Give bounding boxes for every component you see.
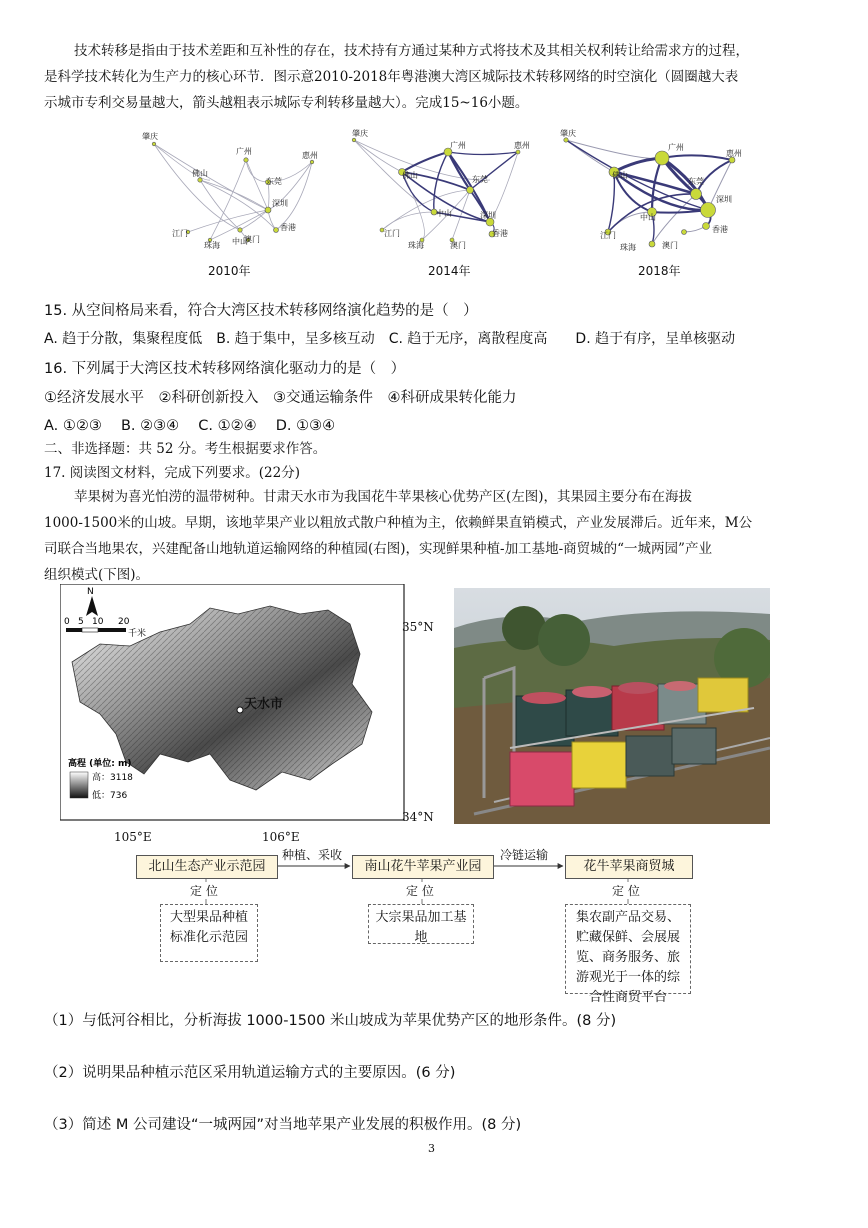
subq-2: （2）说明果品种植示范区采用轨道运输方式的主要原因。(6 分) (44, 1065, 456, 1081)
flow-box-nanshan: 南山花牛苹果产业园 (352, 855, 494, 879)
label-jiangmen-2014: 江门 (384, 229, 400, 238)
north-label: N (87, 587, 94, 597)
label-foshan-2014: 佛山 (402, 171, 418, 180)
label-zhongshan-2014: 中山 (436, 209, 452, 218)
lon-106: 106°E (262, 830, 300, 844)
tianshui-elevation-map (60, 584, 420, 834)
q17-para-4: 组织模式(下图)。 (44, 567, 150, 583)
flow-desc-trade-city: 集农副产品交易、贮藏保鲜、会展展览、商务服务、旅游观光于一体的综合性商贸平台 (565, 904, 691, 994)
label-zhuhai-2018: 珠海 (620, 243, 636, 252)
label-shenzhen-2018: 深圳 (716, 195, 732, 204)
scale-tick-0: 0 (64, 617, 70, 627)
scale-bar (66, 628, 126, 632)
flow-desc-nanshan: 大宗果品加工基地 (368, 904, 474, 944)
scale-unit: 千米 (128, 629, 147, 639)
section-2-heading: 二、非选择题：共 52 分。考生根据要求作答。 (44, 441, 327, 457)
label-shenzhen-2014: 深圳 (480, 211, 496, 220)
year-2014: 2014年 (428, 264, 471, 278)
label-huizhou-2018: 惠州 (726, 149, 742, 158)
flow-desc-beishan: 大型果品种植标准化示范园 (160, 904, 258, 962)
label-guangzhou: 广州 (236, 147, 252, 156)
label-aomen-2014: 澳门 (450, 241, 466, 250)
flow-arrow-1-label: 种植、采收 (282, 848, 343, 862)
label-guangzhou-2018: 广州 (668, 143, 684, 152)
label-jiangmen-2018: 江门 (600, 231, 616, 240)
page-number: 3 (428, 1142, 435, 1155)
scale-tick-20: 20 (118, 617, 130, 627)
position-label-2: 定 位 (406, 884, 434, 898)
network-2014 (352, 128, 530, 278)
legend-low: 低：736 (92, 791, 128, 801)
label-zhuhai-2014: 珠海 (408, 241, 424, 250)
intro-line-1: 技术转移是指由于技术差距和互补性的存在，技术持有方通过某种方式将技术及其相关权利转让给需求方的过程， (74, 43, 749, 59)
label-zhaoqing-2014: 肇庆 (352, 129, 368, 138)
scale-tick-5: 5 (78, 617, 84, 627)
q15-stem: 15. 从空间格局来看，符合大湾区技术转移网络演化趋势的是（ ） (44, 303, 478, 319)
network-2010 (142, 131, 318, 278)
position-label-3: 定 位 (612, 884, 640, 898)
intro-line-2: 是科学技术转化为生产力的核心环节．图示意2010-2018年粤港澳大湾区城际技术转移网络的时空演化（圆圈越大表 (44, 69, 739, 85)
label-guangzhou-2014: 广州 (450, 141, 466, 150)
q17-para-1: 苹果树为喜光怕涝的温带树种。甘肃天水市为我国花牛苹果核心优势产区(左图)，其果园主要分布在海拔 (74, 489, 693, 505)
year-2018: 2018年 (638, 264, 681, 278)
flow-box-beishan: 北山生态产业示范园 (136, 855, 278, 879)
legend-gradient (70, 772, 88, 798)
lon-105: 105°E (114, 830, 152, 844)
q17-title: 17. 阅读图文材料，完成下列要求。(22分) (44, 465, 300, 481)
label-huizhou: 惠州 (302, 151, 318, 160)
legend-high: 高：3118 (92, 773, 133, 783)
label-huizhou-2014: 惠州 (514, 141, 530, 150)
label-xianggang-2014: 香港 (492, 229, 508, 238)
intro-line-3: 示城市专利交易量越大，箭头越粗表示城际专利转移量越大）。完成15~16小题。 (44, 95, 529, 111)
q16-stem: 16. 下列属于大湾区技术转移网络演化驱动力的是（ ） (44, 361, 406, 377)
label-aomen: 澳门 (244, 235, 260, 244)
position-label-1: 定 位 (190, 884, 218, 898)
lat-34: 34°N (402, 810, 434, 824)
label-zhaoqing-2018: 肇庆 (560, 129, 576, 138)
flow-arrow-2-label: 冷链运输 (500, 848, 549, 862)
label-xianggang: 香港 (280, 223, 296, 232)
label-dongguan: 东莞 (266, 177, 282, 186)
label-dongguan-2014: 东莞 (472, 175, 488, 184)
tech-transfer-networks (120, 122, 750, 282)
label-foshan: 佛山 (192, 169, 208, 178)
q15-options: A. 趋于分散，集聚程度低 B. 趋于集中，呈多核互动 C. 趋于无序，离散程度高 D. 趋于有序，呈单核驱动 (44, 331, 736, 347)
lat-35: 35°N (402, 620, 434, 634)
q16-options: A. ①②③ B. ②③④ C. ①②④ D. ①③④ (44, 418, 336, 434)
city-marker-icon (237, 707, 243, 713)
q17-para-2: 1000-1500米的山坡。早期，该地苹果产业以粗放式散户种植为主，依赖鲜果直销模式，产业发展滞后。近年来，M公 (44, 515, 753, 531)
label-zhongshan: 中山 (232, 237, 248, 246)
subq-3: （3）简述 M 公司建设“一城两园”对当地苹果产业发展的积极作用。(8 分) (44, 1117, 522, 1133)
scale-tick-10: 10 (92, 617, 104, 627)
label-aomen-2018: 澳门 (662, 241, 678, 250)
q17-para-3: 司联合当地果农，兴建配备山地轨道运输网络的种植园(右图)，实现鲜果种植-加工基地-商贸城的“一城两园”产业 (44, 541, 712, 557)
label-jiangmen: 江门 (172, 229, 188, 238)
city-label: 天水市 (244, 697, 284, 712)
flow-box-trade-city: 花牛苹果商贸城 (565, 855, 693, 879)
label-zhuhai: 珠海 (204, 241, 220, 250)
network-2018 (560, 128, 742, 278)
subq-1: （1）与低河谷相比，分析海拔 1000-1500 米山坡成为苹果优势产区的地形条件。(8 分) (44, 1013, 617, 1029)
q16-items: ①经济发展水平 ②科研创新投入 ③交通运输条件 ④科研成果转化能力 (44, 390, 517, 406)
label-zhongshan-2018: 中山 (640, 213, 656, 222)
orchard-rail-photo (454, 588, 770, 824)
label-zhaoqing: 肇庆 (142, 132, 158, 141)
label-xianggang-2018: 香港 (712, 225, 728, 234)
legend-title: 高程 (单位: m) (68, 759, 132, 769)
year-2010: 2010年 (208, 264, 251, 278)
label-dongguan-2018: 东莞 (688, 177, 704, 186)
label-shenzhen: 深圳 (272, 199, 288, 208)
label-foshan-2018: 佛山 (612, 171, 628, 180)
